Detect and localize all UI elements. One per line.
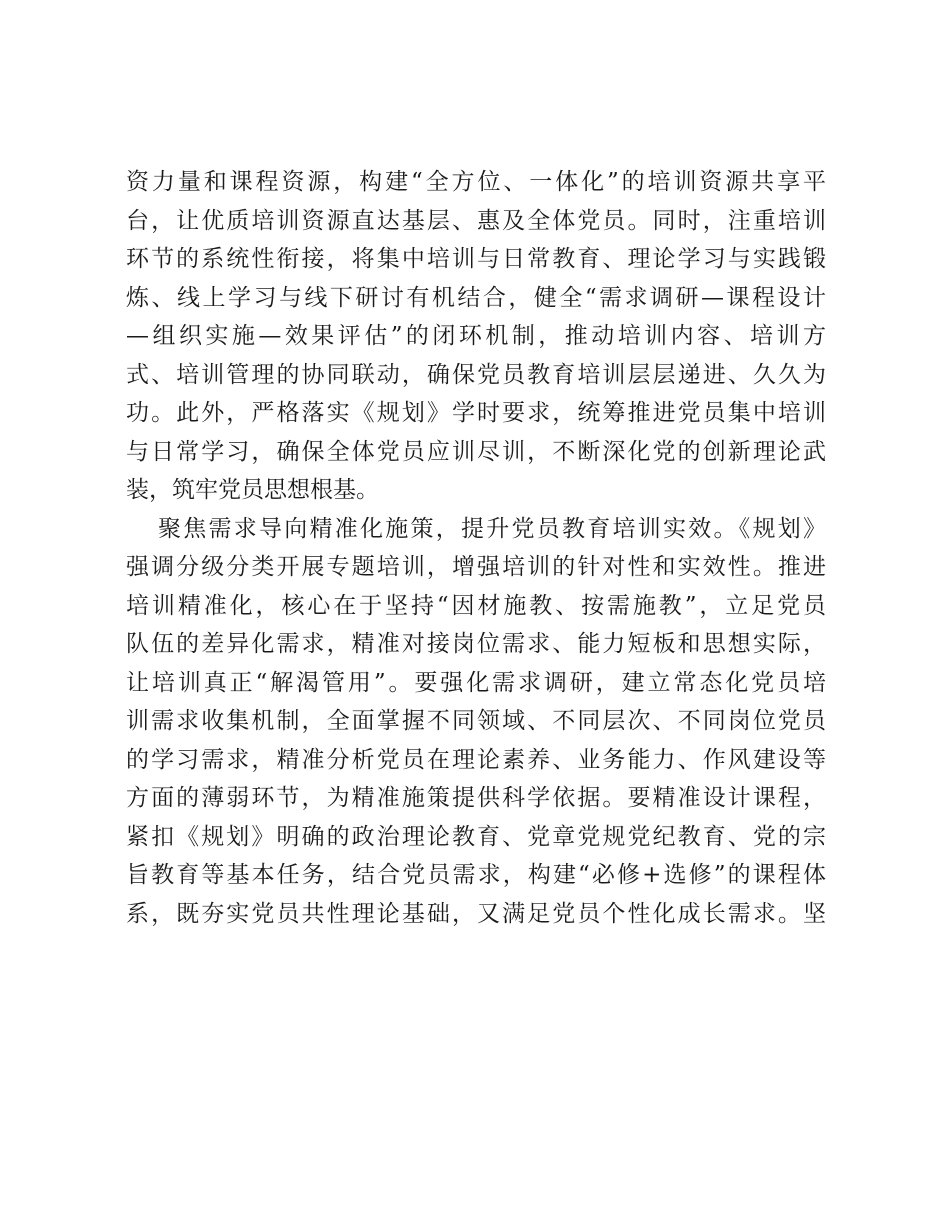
text-line: 方面的薄弱环节，为精准施策提供科学依据。要精准设计课程， [126,785,826,811]
text-line: 功。此外，严格落实《规划》学时要求，统筹推进党员集中培训 [126,400,826,426]
text-line: 装，筑牢党员思想根基。 [126,477,379,503]
text-line: 资力量和课程资源，构建“全方位、一体化”的培训资源共享平 [126,169,826,195]
text-line: 的学习需求，精准分析党员在理论素养、业务能力、作风建设等 [126,746,826,773]
text-line: —组织实施—效果评估”的闭环机制，推动培训内容、培训方 [126,323,826,349]
text-line: 与日常学习，确保全体党员应训尽训，不断深化党的创新理论武 [126,438,826,465]
document-body [126,163,826,933]
text-line: 让培训真正“解渴管用”。要强化需求调研，建立常态化党员培 [126,669,826,696]
text-line: 强调分级分类开展专题培训，增强培训的针对性和实效性。推进 [126,554,826,580]
text-line: 炼、线上学习与线下研讨有机结合，健全“需求调研—课程设计 [126,284,826,311]
text-line: 台，让优质培训资源直达基层、惠及全体党员。同时，注重培训 [126,207,826,234]
text-line: 队伍的差异化需求，精准对接岗位需求、能力短板和思想实际， [126,631,826,657]
text-line: 旨教育等基本任务，结合党员需求，构建“必修+选修”的课程体 [126,862,826,888]
text-line: 培训精准化，核心在于坚持“因材施教、按需施教”，立足党员 [126,592,826,619]
paragraph-1 [126,163,826,510]
text-line: 训需求收集机制，全面掌握不同领域、不同层次、不同岗位党员 [126,708,826,734]
text-line: 环节的系统性衔接，将集中培训与日常教育、理论学习与实践锻 [126,246,826,272]
text-line: 系，既夯实党员共性理论基础，又满足党员个性化成长需求。坚 [126,900,826,927]
paragraph-2 [126,510,826,934]
text-line: 紧扣《规划》明确的政治理论教育、党章党规党纪教育、党的宗 [126,823,826,850]
text-line: 聚焦需求导向精准化施策，提升党员教育培训实效。《规划》 [158,515,826,542]
text-line: 式、培训管理的协同联动，确保党员教育培训层层递进、久久为 [126,361,826,388]
